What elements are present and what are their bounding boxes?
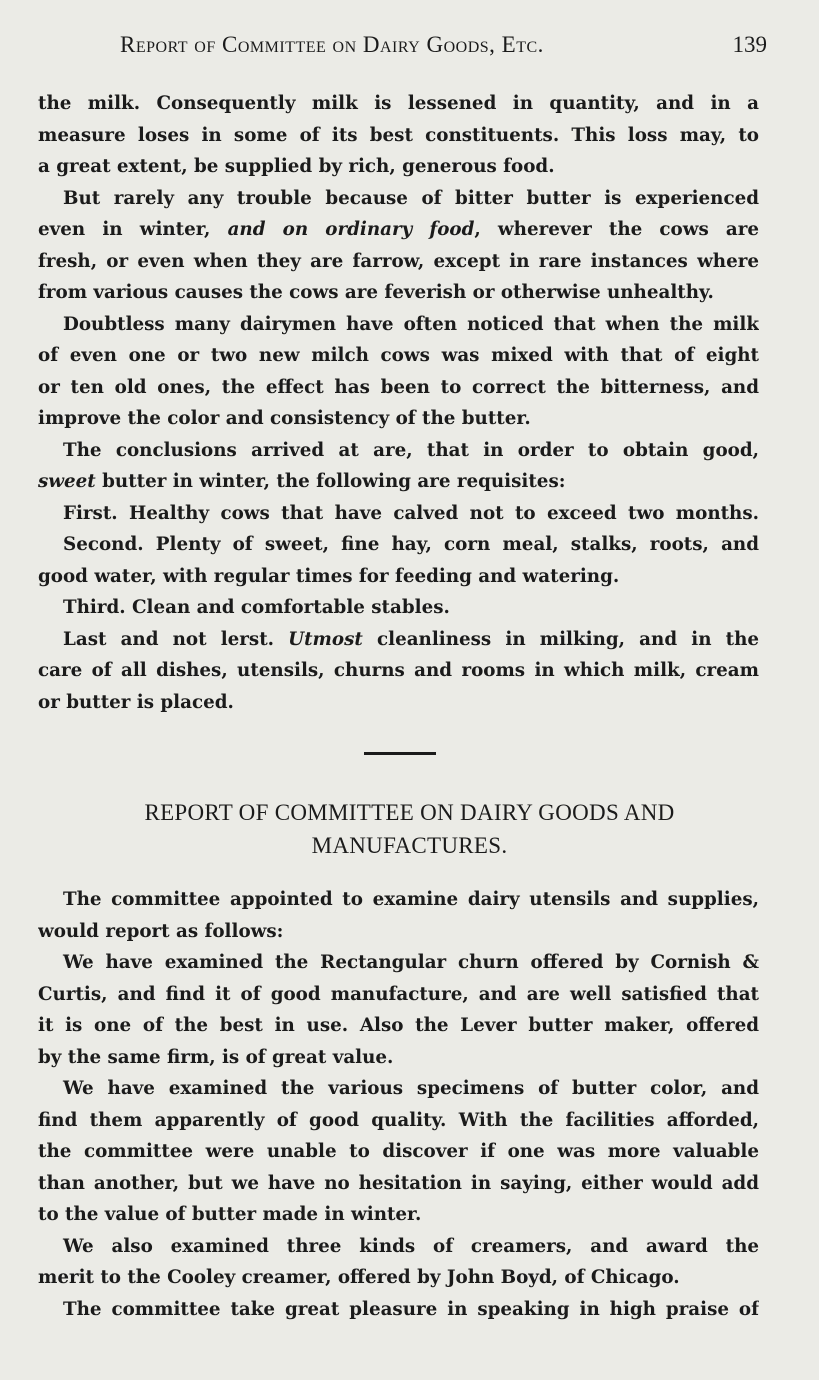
- section-divider: [364, 752, 436, 755]
- section-2-text: [38, 884, 759, 1325]
- running-head: [40, 32, 767, 62]
- text-line: the milk. Consequently milk is lessened in quantity, and in a: [38, 93, 759, 114]
- text-line: Last and not lerst. Utmost cleanliness in milking, and in the: [63, 628, 759, 650]
- text-line: First. Healthy cows that have calved not to exceed two months.: [63, 502, 759, 524]
- text-line: care of all dishes, utensils, churns and rooms in which milk, cream: [38, 660, 759, 681]
- text-line: But rarely any trouble because of bitter butter is experienced: [63, 187, 759, 209]
- italic-word: Utmost: [288, 628, 363, 650]
- text-line: by the same firm, is of great value.: [38, 1046, 394, 1068]
- italic-word: sweet: [38, 471, 96, 492]
- text-line: it is one of the best in use. Also the Lever butter maker, offered: [38, 1015, 759, 1036]
- text-line: We have examined the Rectangular churn offered by Cornish &: [63, 952, 759, 973]
- text-line: merit to the Cooley creamer, offered by John Boyd, of Chicago.: [38, 1267, 680, 1288]
- text-line: We also examined three kinds of creamers, and award the: [63, 1235, 759, 1257]
- text-line: good water, with regular times for feeding and watering.: [38, 565, 620, 587]
- text-line: Curtis, and find it of good manufacture, and are well satisfied that: [38, 983, 759, 1005]
- text-line: even in winter, and on ordinary food, wherever the cows are: [38, 219, 759, 240]
- running-title: Report of Committee on Dairy Goods, Etc.: [120, 32, 544, 57]
- text-line: We have examined the various specimens of butter color, and: [63, 1078, 759, 1099]
- text-line: measure loses in some of its best constituents. This loss may, to: [38, 124, 759, 146]
- text-line: than another, but we have no hesitation in saying, either would add: [38, 1172, 759, 1194]
- section-1-text: [38, 88, 759, 718]
- italic-phrase: and on ordinary food: [227, 219, 475, 240]
- text-line: The committee appointed to examine dairy utensils and supplies,: [63, 889, 759, 910]
- text-line: Doubtless many dairymen have often noticed that when the milk: [63, 313, 759, 335]
- text-line: The conclusions arrived at are, that in order to obtain good,: [63, 439, 759, 461]
- text-line: to the value of butter made in winter.: [38, 1204, 422, 1225]
- text-line: of even one or two new milch cows was mixed with that of eight: [38, 345, 759, 366]
- text-line: fresh, or even when they are farrow, except in rare instances where: [38, 250, 759, 272]
- section-heading-line-1: REPORT OF COMMITTEE ON DAIRY GOODS AND: [144, 800, 675, 825]
- text-line: Second. Plenty of sweet, fine hay, corn meal, stalks, roots, and: [63, 534, 759, 555]
- text-line: Third. Clean and comfortable stables.: [63, 597, 450, 618]
- text-line: The committee take great pleasure in speaking in high praise of: [63, 1298, 759, 1320]
- section-heading-line-2: MANUFACTURES.: [311, 833, 508, 858]
- text-line: from various causes the cows are feverish or otherwise unhealthy.: [38, 282, 714, 303]
- text-line: improve the color and consistency of the butter.: [38, 408, 531, 429]
- text-line: a great extent, be supplied by rich, generous food.: [38, 156, 555, 177]
- page-number: 139: [732, 32, 767, 57]
- text-line: or butter is placed.: [38, 691, 234, 713]
- text-line: or ten old ones, the effect has been to correct the bitterness, and: [38, 376, 759, 398]
- text-line: sweet butter in winter, the following are requisites:: [38, 471, 566, 492]
- text-line: would report as follows:: [38, 920, 284, 942]
- text-line: find them apparently of good quality. With the facilities afforded,: [38, 1109, 759, 1131]
- text-line: the committee were unable to discover if one was more valuable: [38, 1141, 759, 1162]
